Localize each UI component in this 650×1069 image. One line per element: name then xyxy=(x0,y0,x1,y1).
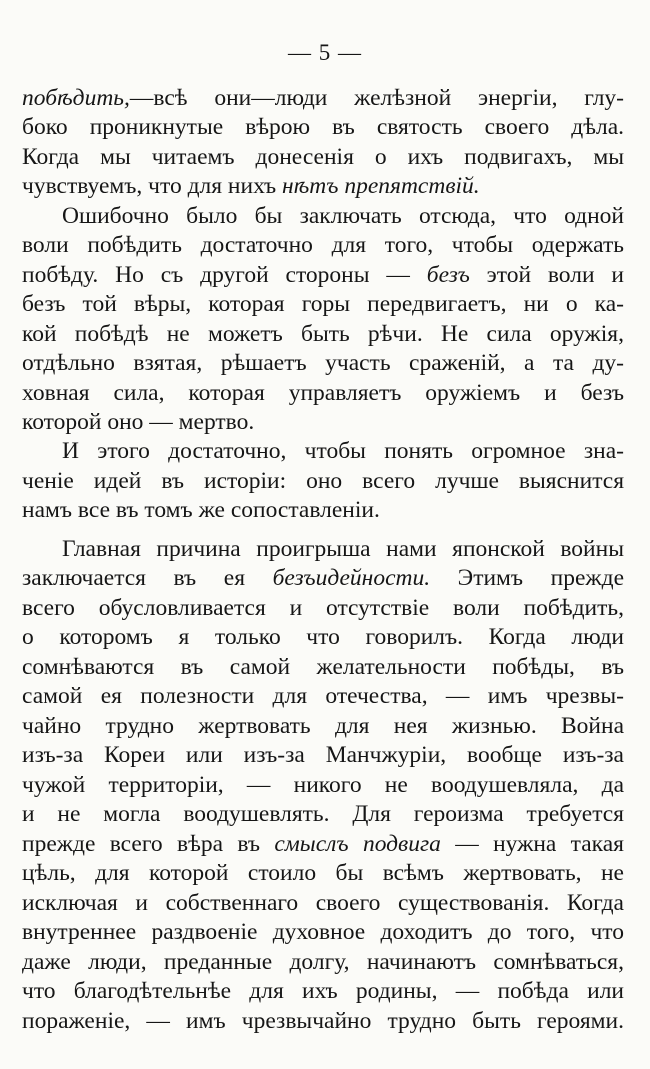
line-text: ховная сила, которая управляетъ оружіемъ и безъ xyxy=(22,380,624,406)
line-text: побѣду. Но съ другой стороны — xyxy=(22,262,427,288)
line-text: воли побѣдить достаточно для того, чтобы одержать xyxy=(22,232,624,258)
text-line xyxy=(22,977,624,1006)
text-line xyxy=(22,594,624,623)
text-line xyxy=(22,889,624,918)
line-text: цѣль, для которой стоило бы всѣмъ жертвовать, не xyxy=(22,860,624,886)
text-line xyxy=(22,1007,624,1036)
text-line xyxy=(22,290,624,319)
line-text: ченіе идей въ исторіи: оно всего лучше выяснится xyxy=(22,468,624,494)
text-line xyxy=(22,741,624,770)
line-text: отдѣльно взятая, рѣшаетъ участь сраженій, а та ду- xyxy=(22,350,624,376)
text-line xyxy=(22,830,624,859)
italic-text: безъидейности. xyxy=(272,565,431,591)
line-text: намъ все въ томъ же сопоставленіи. xyxy=(22,497,380,523)
line-text-after: — нужна такая xyxy=(440,831,624,857)
line-text-after: —всѣ они—люди желѣзной энергіи, глу- xyxy=(129,85,624,111)
text-line xyxy=(22,467,624,496)
text-line xyxy=(62,535,624,564)
text-line xyxy=(22,379,624,408)
line-text: даже люди, преданные долгу, начинаютъ сомнѣваться, xyxy=(22,949,624,975)
line-text: И этого достаточно, чтобы понять огромное зна- xyxy=(62,438,624,464)
line-text: кой побѣдѣ не можетъ быть рѣчи. Не сила оружія, xyxy=(22,321,624,347)
text-line xyxy=(22,771,624,800)
line-text-after: Этимъ прежде xyxy=(430,565,624,591)
text-line xyxy=(22,320,624,349)
line-text: что благодѣтельнѣе для ихъ родины, — побѣда или xyxy=(22,978,624,1004)
line-text: о которомъ я только что говорилъ. Когда люди xyxy=(22,624,624,650)
text-line xyxy=(22,231,624,260)
line-text: всего обусловливается и отсутствіе воли побѣдить, xyxy=(22,595,624,621)
text-line xyxy=(22,172,624,201)
text-line xyxy=(22,496,624,525)
text-line xyxy=(22,918,624,947)
text-line xyxy=(22,84,624,113)
line-text: чайно трудно жертвовать для нея жизнью. Война xyxy=(22,713,624,739)
line-text: пораженіе, — имъ чрезвычайно трудно быть героями. xyxy=(22,1008,624,1034)
line-text-after: этой воли и xyxy=(469,262,624,288)
text-line xyxy=(22,682,624,711)
line-text: заключается въ ея xyxy=(22,565,273,591)
line-text: безъ той вѣры, которая горы передвигаетъ, ни о ка- xyxy=(22,291,624,317)
line-text: сомнѣваются въ самой желательности побѣды, въ xyxy=(22,654,624,680)
text-line xyxy=(22,800,624,829)
text-line xyxy=(22,653,624,682)
line-text: и не могла воодушевлять. Для героизма требуется xyxy=(22,801,624,827)
text-line xyxy=(22,948,624,977)
italic-text: безъ xyxy=(426,262,470,288)
line-text: прежде всего вѣра въ xyxy=(22,831,275,857)
text-line xyxy=(22,143,624,172)
line-text: чужой территоріи, — никого не воодушевляла, да xyxy=(22,772,624,798)
text-line xyxy=(62,202,624,231)
line-text: чувствуемъ, что для нихъ xyxy=(22,173,282,199)
italic-text: нѣтъ препятствій. xyxy=(281,173,480,199)
line-text: Ошибочно было бы заключать отсюда, что одной xyxy=(62,203,624,229)
line-text: самой ея полезности для отечества, — имъ чрезвы- xyxy=(22,683,624,709)
text-line xyxy=(22,408,624,437)
page-number: — 5 — xyxy=(288,40,362,65)
line-text: исключая и собственнаго своего существованія. Когда xyxy=(22,890,624,916)
line-text: боко проникнутые вѣрою въ святость своего дѣла. xyxy=(22,114,624,140)
text-line xyxy=(22,712,624,741)
text-line xyxy=(22,349,624,378)
line-text: которой оно — мертво. xyxy=(22,409,255,435)
line-text: внутреннее раздвоеніе духовное доходитъ до того, что xyxy=(22,919,624,945)
text-line xyxy=(22,564,624,593)
italic-text: смыслъ подвига xyxy=(274,831,441,857)
text-line xyxy=(22,113,624,142)
text-line xyxy=(22,261,624,290)
line-text: Когда мы читаемъ донесенія о ихъ подвигахъ, мы xyxy=(22,144,624,170)
line-text: изъ-за Кореи или изъ-за Манчжуріи, вообще изъ-за xyxy=(22,742,624,768)
line-text: Главная причина проигрыша нами японской войны xyxy=(62,536,624,562)
text-line xyxy=(22,623,624,652)
text-line xyxy=(62,437,624,466)
text-line xyxy=(22,859,624,888)
italic-text: побѣдить, xyxy=(22,85,130,111)
